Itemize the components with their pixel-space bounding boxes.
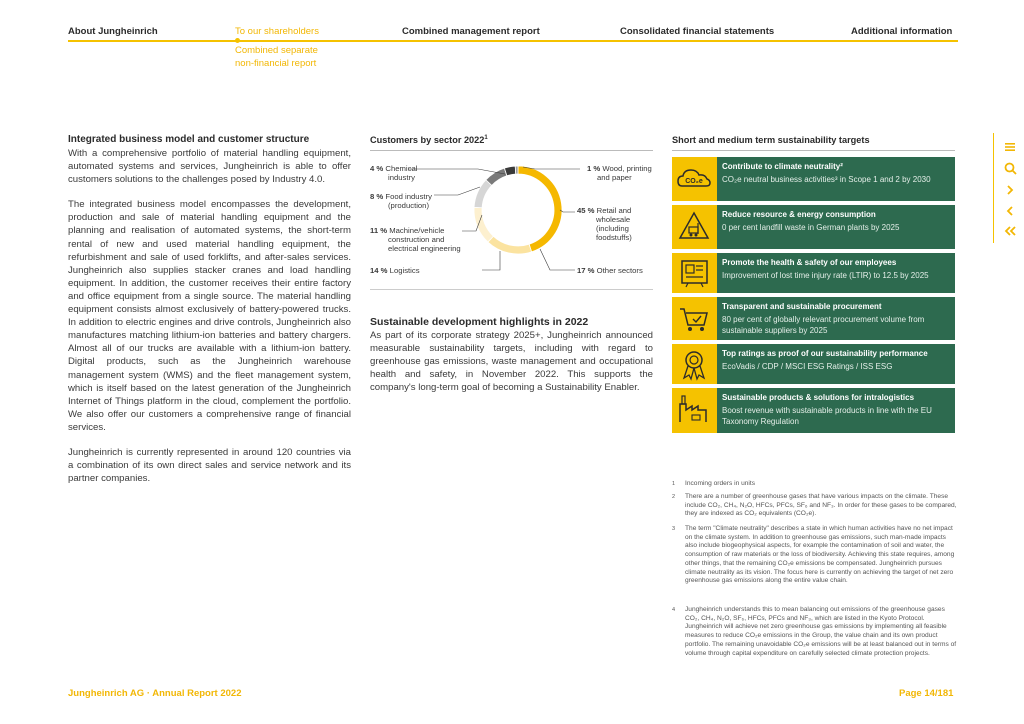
target-ratings-box [717, 344, 955, 384]
subnav-line-2: non-financial report [235, 57, 317, 69]
footer-report-title: Jungheinrich AG · Annual Report 2022 [68, 688, 242, 699]
target-desc: CO₂e neutral business activities³ in Scope 1 and 2 by 2030 [722, 175, 931, 184]
target-desc: 80 per cent of globally relevant procurement volume from sustainable suppliers by 2025 [722, 315, 925, 335]
footnote-4: 4 Jungheinrich understands this to mean balancing out emissions of the greenhouse gases CO₂, CH₄, N₂O, SF₆, HFCs, PFCs and NF₃, which are listed in the Kyoto Protocol. Jungheinrich will achieve net zero greenhouse gas emissions by implementing all feasible measures to reduce CO₂e emissions in the Group, the value chain and its own product portfolio. The remaining unavoidable CO₂e emissions will be at least balanced out in terms of volume through capital expenditure on carefully selected climate protection projects. [672, 606, 957, 657]
target-title: Sustainable products & solutions for intralogistics [722, 393, 915, 402]
target-desc: Improvement of lost time injury rate (LTIR) to 12.5 by 2025 [722, 271, 929, 280]
next-icon[interactable] [1003, 184, 1017, 198]
footnote-3: 3 The term "Climate neutrality" describes a state in which human activities have no net impact on the climate system. In addition to greenhouse gas emissions, such man-made impacts also include biogeophysical aspects, for example the contamination of soil and water, the consumption of raw materials or the loss of biodiversity. Achieving this state requires, among other things, that the remaining CO₂e emissions be compensated. Jungheinrich pursues climate neutrality as its vision. The focus here is currently on achieving the target of net zero greenhouse gas emissions along the entire value chain. [672, 525, 955, 585]
award-rosette-icon [672, 344, 717, 384]
target-title: Promote the health & safety of our employees [722, 258, 897, 267]
previous-icon[interactable] [1003, 205, 1017, 219]
nav-about[interactable]: About Jungheinrich [68, 26, 158, 37]
target-products [672, 388, 955, 433]
business-model-heading: Integrated business model and customer structure [68, 134, 310, 145]
footnote-1: 1 Incoming orders in units [672, 480, 756, 487]
label-food: 8 % Food industry (production) [370, 192, 432, 210]
target-desc: EcoVadis / CDP / MSCI ESG Ratings / ISS ESG [722, 362, 893, 371]
target-climate-box [717, 157, 955, 201]
subnav-line-1: Combined separate [235, 45, 318, 56]
target-title: Transparent and sustainable procurement [722, 302, 882, 311]
donut-slice [518, 166, 562, 252]
donut-slice [504, 166, 515, 176]
target-title: Top ratings as proof of our sustainability performance [722, 349, 928, 358]
highlights-text: As part of its corporate strategy 2025+, Jungheinrich announced measurable sustainability targets, including with regard to greenhouse gas emissions, waste management and occupational health and safety, in November 2022. This supports the company's long-term goal of becoming a Sustainability Enabler. [370, 330, 653, 394]
co2-cloud-icon [672, 157, 717, 201]
footnote-2: 2 There are a number of greenhouse gases that have various impacts on the climate. These include CO₂, CH₄, N₂O, HFCs, PFCs, SF₆ and NF₃. In order for these gases to be compared, they are indexed as CO₂ equivalents (CO₂e). [672, 493, 957, 518]
chart-title-footnote: 1 [484, 135, 488, 141]
nav-financial-statements[interactable]: Consolidated financial statements [620, 26, 775, 37]
leader-line [540, 249, 575, 270]
chart-title-text: Customers by sector 2022 [370, 135, 485, 146]
target-title: Reduce resource & energy consumption [722, 210, 876, 219]
nav-additional-info[interactable]: Additional information [851, 26, 953, 37]
subnav-nonfinancial-report[interactable] [235, 45, 318, 70]
label-other: 17 % Other sectors [577, 266, 643, 275]
paragraph-1: With a comprehensive portfolio of material handling equipment, automated systems and services, Jungheinrich is able to offer customers solutions to the challenges posed by Industry 4.0. [68, 148, 351, 186]
recycling-forklift-icon [672, 205, 717, 249]
target-resources [672, 205, 955, 249]
safety-board-icon [672, 253, 717, 293]
paragraph-2: The integrated business model encompasses the development, production and sale of material handling equipment and the planning and realisation of automated systems, the short-term rental of new and used material handling equipment, the refurbishment and sale of used forklifts, and after-sales services. Jungheinrich also supplies stacker cranes and load handling equipment. In addition, the customer receives their entire factory and office equipment from a single source. The material handling equipment consists almost exclusively of battery-powered trucks. In addition to electric engines and drive controls, Jungheinrich also manufactures matching lithium-ion batteries and battery chargers. Almost all of our trucks are available with a lithium-ion battery. Digital products, such as the Jungheinrich warehouse management system (WMS) and the fleet management system, which is itself based on the latest generation of the Jungheinrich Internet of Things platform in the cloud, complement the portfolio. We also offer our customers a comprehensive range of financial services. [68, 199, 351, 433]
target-climate [672, 157, 955, 201]
back-icon[interactable] [1003, 225, 1017, 239]
target-desc: Boost revenue with sustainable products in line with the EU Taxonomy Regulation [722, 406, 932, 426]
donut-slice [474, 207, 493, 242]
target-procurement-box [717, 297, 955, 340]
donut-slice [515, 166, 518, 174]
chart-title [370, 135, 488, 145]
label-retail: 45 % Retail and wholesale (including foodstuffs) [577, 206, 632, 242]
paragraph-3: Jungheinrich is currently represented in around 120 countries via a combination of its own direct sales and service network and its partner companies. [68, 446, 351, 485]
targets-heading: Short and medium term sustainability targets [672, 135, 870, 145]
leader-line [434, 187, 480, 195]
label-wood: 1 % Wood, printing and paper [587, 164, 652, 182]
menu-icon[interactable] [1003, 141, 1017, 155]
factory-icon [672, 388, 717, 433]
business-model-text [68, 147, 351, 497]
nav-shareholders[interactable]: To our shareholders [235, 26, 319, 37]
target-ratings [672, 344, 955, 384]
page-number: Page 14/181 [899, 688, 954, 699]
donut-slice [486, 168, 507, 185]
target-health-safety-box [717, 253, 955, 293]
label-chemical: 4 % Chemical industry [370, 164, 418, 182]
highlights-heading: Sustainable development highlights in 2022 [370, 316, 589, 328]
label-logistics: 14 % Logistics [370, 266, 420, 275]
chart-bottom-rule [370, 289, 653, 290]
target-products-box [717, 388, 955, 433]
donut-slice [488, 236, 532, 254]
targets-heading-rule [672, 150, 955, 151]
chart-title-rule [370, 150, 653, 151]
nav-management-report[interactable]: Combined management report [402, 26, 540, 37]
target-procurement [672, 297, 955, 340]
target-title: Contribute to climate neutrality² [722, 162, 843, 171]
nav-active-marker [235, 38, 240, 43]
sidebar-divider [993, 133, 994, 243]
donut-slice [474, 180, 492, 208]
target-resources-box [717, 205, 955, 249]
label-machine: 11 % Machine/vehicle construction and electrical engineering [370, 226, 461, 253]
search-icon[interactable] [1003, 162, 1017, 176]
target-health-safety [672, 253, 955, 293]
target-desc: 0 per cent landfill waste in German plants by 2025 [722, 223, 900, 232]
svg-text:CO₂e: CO₂e [685, 178, 703, 185]
leader-line [408, 169, 505, 174]
shopping-cart-icon [672, 297, 717, 340]
leader-line [482, 251, 500, 270]
nav-divider [68, 40, 958, 42]
